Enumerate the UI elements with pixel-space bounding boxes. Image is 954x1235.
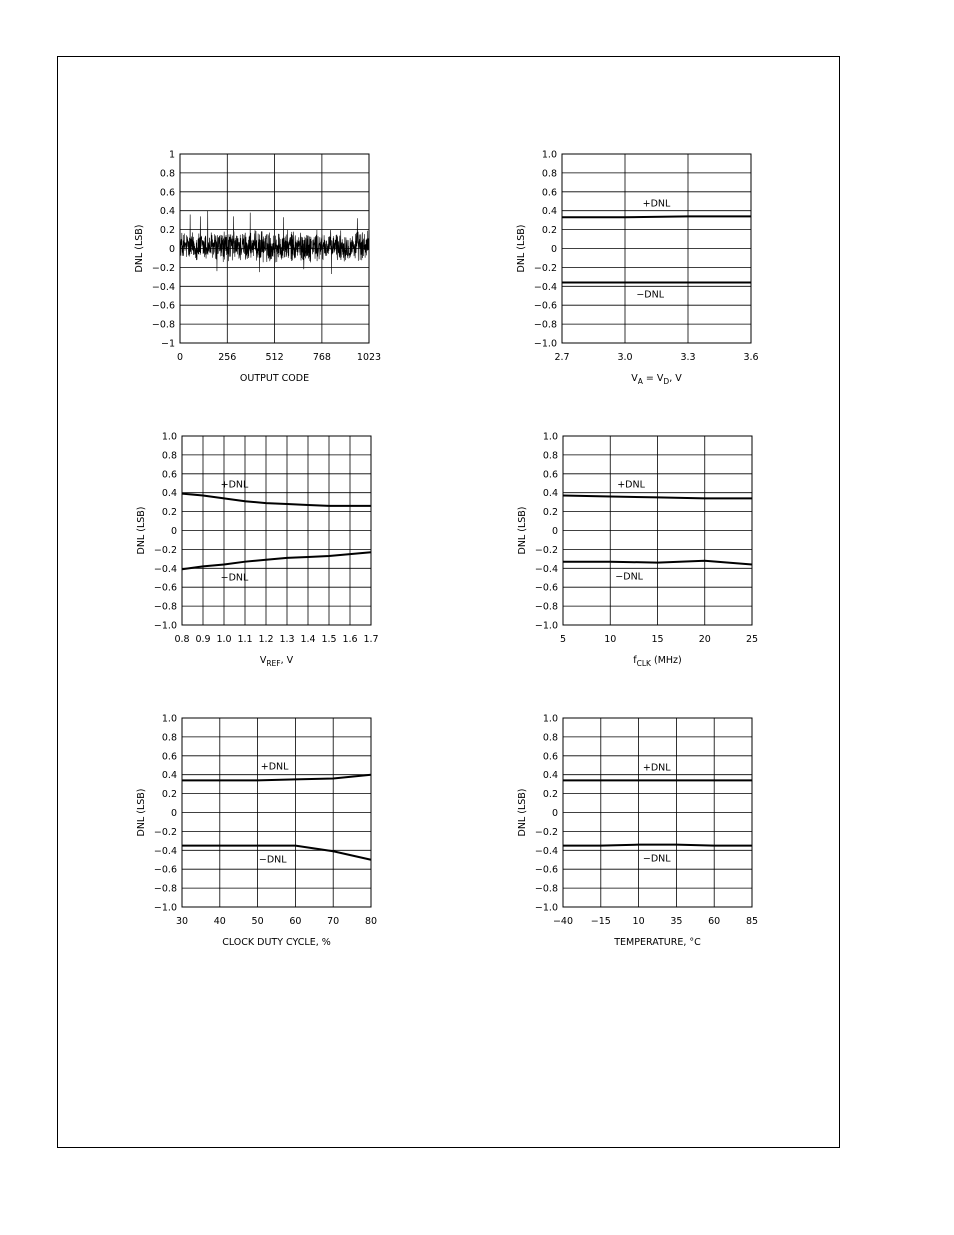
chart3-ytick-label-8: 0.6 — [161, 469, 177, 481]
chart1-xtick-label-0: 0 — [176, 352, 184, 363]
chart2-series-plus-dnl-label: +DNL — [642, 198, 671, 210]
chart6-ytick-label-6: 0.2 — [542, 789, 558, 801]
chart3-xtick-label-1: 0.9 — [195, 634, 211, 645]
chart6-ytick-label-1: −0.8 — [534, 883, 558, 895]
chart5-ytick-label-0: −1.0 — [153, 902, 177, 914]
chart4-xtick-label-3: 20 — [698, 634, 711, 645]
chart5-series-minus-dnl-label: −DNL — [258, 854, 287, 866]
chart6-ylabel: DNL (LSB) — [517, 788, 528, 837]
chart5-xtick-label-3: 60 — [289, 916, 302, 927]
chart6-ytick-label-9: 0.8 — [542, 732, 558, 744]
chart5-xtick-label-2: 50 — [251, 916, 264, 927]
chart3-xlabel-part-0: V — [259, 655, 267, 666]
chart6-ytick-label-10: 1.0 — [542, 713, 558, 725]
chart3-series-minus-dnl-label: −DNL — [220, 572, 249, 584]
chart6-xtick-label-4: 60 — [708, 916, 721, 927]
chart5-series-plus-dnl-label: +DNL — [260, 761, 289, 773]
chart6-ytick-label-7: 0.4 — [542, 770, 558, 782]
chart5-xtick-label-4: 70 — [327, 916, 340, 927]
chart2-ytick-label-2: −0.6 — [533, 300, 557, 312]
chart2-ytick-label-10: 1.0 — [541, 149, 557, 161]
chart2-series-minus-dnl-label: −DNL — [636, 289, 665, 301]
chart2-xlabel-part-2: = V — [642, 373, 664, 384]
chart3-ytick-label-1: −0.8 — [153, 601, 177, 613]
chart3-ylabel: DNL (LSB) — [136, 506, 147, 555]
chart5-ytick-label-10: 1.0 — [161, 713, 177, 725]
chart4-ytick-label-9: 0.8 — [542, 450, 558, 462]
chart6-xtick-label-0: −40 — [552, 916, 574, 927]
chart4-xtick-label-0: 5 — [559, 634, 567, 645]
chart1-xtick-label-2: 512 — [265, 352, 284, 363]
chart4-ylabel: DNL (LSB) — [517, 506, 528, 555]
chart5-xtick-label-1: 40 — [213, 916, 226, 927]
chart4-series-minus-dnl-label: −DNL — [615, 571, 643, 583]
chart6-ytick-label-8: 0.6 — [542, 751, 558, 763]
chart6-ytick-label-5: 0 — [551, 808, 558, 819]
chart4-xtick-label-1: 10 — [604, 634, 617, 645]
chart3-ytick-label-2: −0.6 — [153, 582, 177, 594]
chart1-ytick-label-8: 0.6 — [159, 187, 175, 199]
chart5-ytick-label-4: −0.2 — [153, 826, 177, 838]
chart3-ytick-label-9: 0.8 — [161, 450, 177, 462]
chart3-ytick-label-5: 0 — [170, 526, 177, 537]
chart5-xtick-label-0: 30 — [175, 916, 189, 927]
chart4-xlabel-part-1: CLK — [636, 659, 651, 668]
chart1-ytick-label-6: 0.2 — [159, 225, 175, 237]
chart1-ytick-label-9: 0.8 — [159, 168, 175, 180]
chart5-ytick-label-1: −0.8 — [153, 883, 177, 895]
chart1-xtick-label-1: 256 — [218, 352, 237, 363]
chart3-xtick-label-7: 1.5 — [321, 634, 337, 645]
chart2-xtick-label-1: 3.0 — [617, 352, 633, 363]
chart4-series-plus-dnl-label: +DNL — [617, 479, 645, 491]
chart4-ytick-label-6: 0.2 — [542, 507, 558, 519]
chart6-series-minus-dnl-line — [563, 845, 752, 846]
chart6-ytick-label-3: −0.4 — [534, 845, 558, 857]
chart6-series-minus-dnl-label: −DNL — [642, 853, 671, 865]
chart1-ytick-label-2: −0.6 — [151, 300, 175, 312]
chart4-ytick-label-7: 0.4 — [542, 488, 558, 500]
chart2-ytick-label-5: 0 — [550, 244, 557, 255]
chart6-xtick-label-2: 10 — [632, 916, 645, 927]
chart4-ytick-label-3: −0.4 — [534, 563, 558, 575]
chart6-xtick-label-3: 35 — [670, 916, 683, 927]
chart3-ytick-label-10: 1.0 — [161, 431, 177, 443]
chart4-xlabel-part-2: (MHz) — [650, 655, 682, 666]
chart5-xlabel: CLOCK DUTY CYCLE, % — [222, 937, 331, 948]
chart4-xlabel-part-0: f — [633, 655, 637, 666]
chart1-ytick-label-5: 0 — [168, 244, 175, 255]
chart4-xtick-label-4: 25 — [745, 634, 759, 645]
chart1-ytick-label-0: −1 — [160, 338, 175, 350]
chart2-ytick-label-0: −1.0 — [533, 338, 557, 350]
chart5-ytick-label-7: 0.4 — [161, 770, 177, 782]
chart6-xtick-label-1: −15 — [590, 916, 611, 927]
chart4-ytick-label-4: −0.2 — [534, 544, 558, 556]
chart3-ytick-label-3: −0.4 — [153, 563, 177, 575]
chart3-xtick-label-8: 1.6 — [342, 634, 358, 645]
chart5-ytick-label-8: 0.6 — [161, 751, 177, 763]
chart5-ytick-label-5: 0 — [170, 808, 177, 819]
chart6-series-plus-dnl-label: +DNL — [642, 762, 671, 774]
chart2-xtick-label-2: 3.3 — [680, 352, 696, 363]
chart3-xlabel-part-2: , V — [280, 655, 294, 666]
chart2-ytick-label-1: −0.8 — [533, 319, 557, 331]
chart2-ytick-label-8: 0.6 — [541, 187, 557, 199]
chart6-ytick-label-2: −0.6 — [534, 864, 558, 876]
chart2-xtick-label-3: 3.6 — [743, 352, 759, 363]
chart1-ytick-label-7: 0.4 — [159, 206, 175, 218]
chart6-xtick-label-5: 85 — [745, 916, 759, 927]
chart3-xtick-label-0: 0.8 — [174, 634, 190, 645]
chart2-xlabel-part-0: V — [631, 373, 638, 384]
chart2-ytick-label-3: −0.4 — [533, 281, 557, 293]
chart5-ylabel: DNL (LSB) — [136, 788, 147, 837]
chart1-ylabel: DNL (LSB) — [134, 224, 145, 273]
chart3-xlabel-part-1: REF — [266, 659, 281, 668]
chart1-xlabel: OUTPUT CODE — [239, 373, 310, 384]
chart3-xtick-label-9: 1.7 — [363, 634, 379, 645]
chart3-xtick-label-5: 1.3 — [279, 634, 295, 645]
chart1-ytick-label-10: 1 — [168, 149, 175, 161]
chart2-xlabel-part-1: A — [637, 377, 643, 386]
chart3-series-plus-dnl-label: +DNL — [220, 479, 249, 491]
chart3-ytick-label-4: −0.2 — [153, 544, 177, 556]
chart6-xlabel: TEMPERATURE, °C — [614, 937, 701, 948]
chart5-ytick-label-2: −0.6 — [153, 864, 177, 876]
chart4-xtick-label-2: 15 — [651, 634, 664, 645]
chart1-ytick-label-4: −0.2 — [151, 262, 175, 274]
chart2-xlabel-part-4: , V — [669, 373, 682, 384]
chart4-ytick-label-0: −1.0 — [534, 620, 558, 632]
chart2-ylabel: DNL (LSB) — [516, 224, 527, 273]
chart4-ytick-label-5: 0 — [551, 526, 558, 537]
chart5-xtick-label-5: 80 — [364, 916, 378, 927]
chart6-ytick-label-4: −0.2 — [534, 826, 558, 838]
chart1-ytick-label-1: −0.8 — [151, 319, 175, 331]
chart1-xtick-label-4: 1023 — [356, 352, 382, 363]
chart1-ytick-label-3: −0.4 — [151, 281, 175, 293]
chart3-xtick-label-2: 1.0 — [216, 634, 232, 645]
chart3-xtick-label-3: 1.1 — [237, 634, 253, 645]
chart4-ytick-label-2: −0.6 — [534, 582, 558, 594]
chart3-ytick-label-0: −1.0 — [153, 620, 177, 632]
chart2-xlabel-part-3: D — [663, 377, 670, 386]
chart5-ytick-label-3: −0.4 — [153, 845, 177, 857]
chart2-xtick-label-0: 2.7 — [554, 352, 570, 363]
chart4-ytick-label-10: 1.0 — [542, 431, 558, 443]
chart4-ytick-label-8: 0.6 — [542, 469, 558, 481]
chart5-ytick-label-9: 0.8 — [161, 732, 177, 744]
chart2-ytick-label-9: 0.8 — [541, 168, 557, 180]
chart6-ytick-label-0: −1.0 — [534, 902, 558, 914]
chart3-ytick-label-7: 0.4 — [161, 488, 177, 500]
chart3-ytick-label-6: 0.2 — [161, 507, 177, 519]
chart2-ytick-label-4: −0.2 — [533, 262, 557, 274]
chart4-ytick-label-1: −0.8 — [534, 601, 558, 613]
chart3-xtick-label-4: 1.2 — [258, 634, 274, 645]
chart2-ytick-label-6: 0.2 — [541, 225, 557, 237]
chart2-ytick-label-7: 0.4 — [541, 206, 557, 218]
chart3-xtick-label-6: 1.4 — [300, 634, 316, 645]
chart5-ytick-label-6: 0.2 — [161, 789, 177, 801]
chart1-xtick-label-3: 768 — [312, 352, 331, 363]
